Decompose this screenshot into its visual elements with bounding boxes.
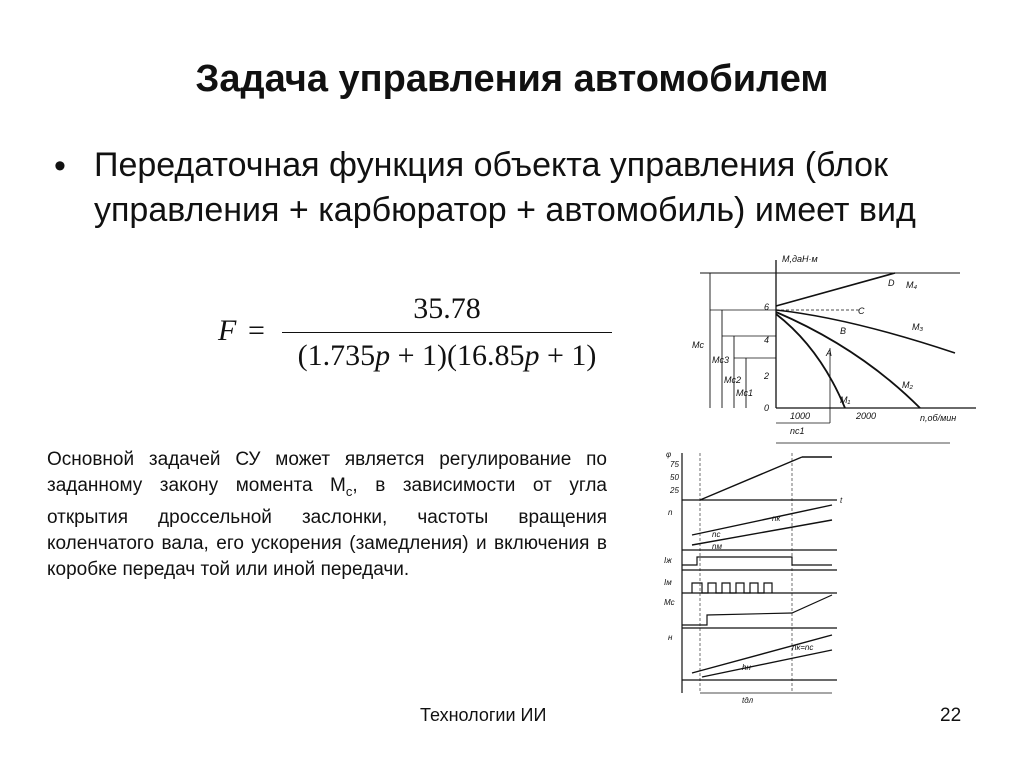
dim-label-mc1: Мс1 (736, 388, 754, 398)
bullet-text: Передаточная функция объекта управления (блок управления + карбюратор + автомобиль) имеет вид (94, 146, 916, 229)
description-paragraph (47, 447, 607, 583)
description-text-1: Основной задачей СУ может является регулирование по заданному закону момента М (47, 449, 607, 496)
x-tick-2000: 2000 (856, 411, 877, 421)
row-label-h: н (668, 633, 673, 642)
point-a: A (826, 348, 833, 358)
point-b: B (840, 326, 847, 336)
dim-label-mc3: Мс3 (712, 355, 730, 365)
curve-label-nk: nк (772, 514, 781, 523)
page-number: 22 (940, 705, 962, 726)
formula-lhs: F (218, 314, 237, 347)
t-label: t (840, 496, 843, 505)
den-var-1: p (375, 339, 391, 372)
torque-speed-diagram (680, 248, 980, 448)
curve-label-nc: nс (712, 530, 721, 539)
row-label-n: n (668, 508, 673, 517)
curve-m2 (776, 312, 920, 408)
curve-label-hn: hн (742, 663, 751, 672)
time-traces-diagram (652, 445, 852, 705)
curve-m4 (776, 273, 895, 306)
den-part-1: (1.735 (297, 339, 376, 372)
y-tick-4: 4 (764, 335, 770, 345)
curve-label-nm: nм (712, 542, 722, 551)
row-label-im: Iм (664, 578, 672, 587)
bullet-marker: • (54, 147, 66, 185)
description-subscript: с (345, 483, 353, 499)
point-d: D (888, 278, 895, 288)
phi-tick-50: 50 (670, 473, 679, 482)
bullet-item (54, 143, 954, 233)
curve-label-nk-nc: nк=nс (792, 643, 814, 652)
point-c: C (858, 306, 865, 316)
row-label-izh: Iж (664, 556, 672, 565)
den-var-2: p (524, 339, 540, 372)
dim-label-mc2: Мс2 (724, 375, 742, 385)
fraction-bar (282, 332, 612, 333)
formula-equals: = (248, 314, 265, 347)
y-tick-6: 6 (764, 302, 770, 312)
phi-tick-25: 25 (670, 486, 679, 495)
curve-label-m4: М₄ (906, 280, 918, 290)
footer-course: Технологии ИИ (420, 705, 547, 725)
formula-numerator: 35.78 (413, 292, 481, 325)
description-text-2: , в зависимости от угла открытия дроссельной заслонки, частоты вращения коленчатого вала, его ускорения (замедления) и включения в коробке передач той или иной передачи. (47, 475, 607, 580)
y-tick-2: 2 (764, 371, 770, 381)
curve-label-m1: М₁ (840, 395, 851, 405)
y-axis-label: М,даН·м (782, 254, 818, 264)
slide-title: Задача управления автомобилем (195, 58, 829, 100)
y-tick-0: 0 (764, 403, 770, 413)
den-part-3: + 1) (539, 339, 597, 372)
formula-denominator (282, 339, 612, 373)
row-label-phi: φ (666, 450, 672, 459)
curve-label-m2: М₂ (902, 380, 913, 390)
curve-label-m3: М₃ (912, 322, 924, 332)
n-label: nс1 (790, 426, 805, 436)
x-tick-1000: 1000 (790, 411, 811, 421)
formula-fraction (282, 292, 612, 373)
x-axis-label: n,об/мин (920, 413, 957, 423)
den-part-2: + 1)(16.85 (390, 339, 525, 372)
curve-m3 (776, 310, 955, 353)
phi-tick-75: 75 (670, 460, 679, 469)
bottom-label: tдл (742, 696, 754, 705)
dim-label-mc: Мс (692, 340, 704, 350)
row-label-mc: Мс (664, 598, 675, 607)
